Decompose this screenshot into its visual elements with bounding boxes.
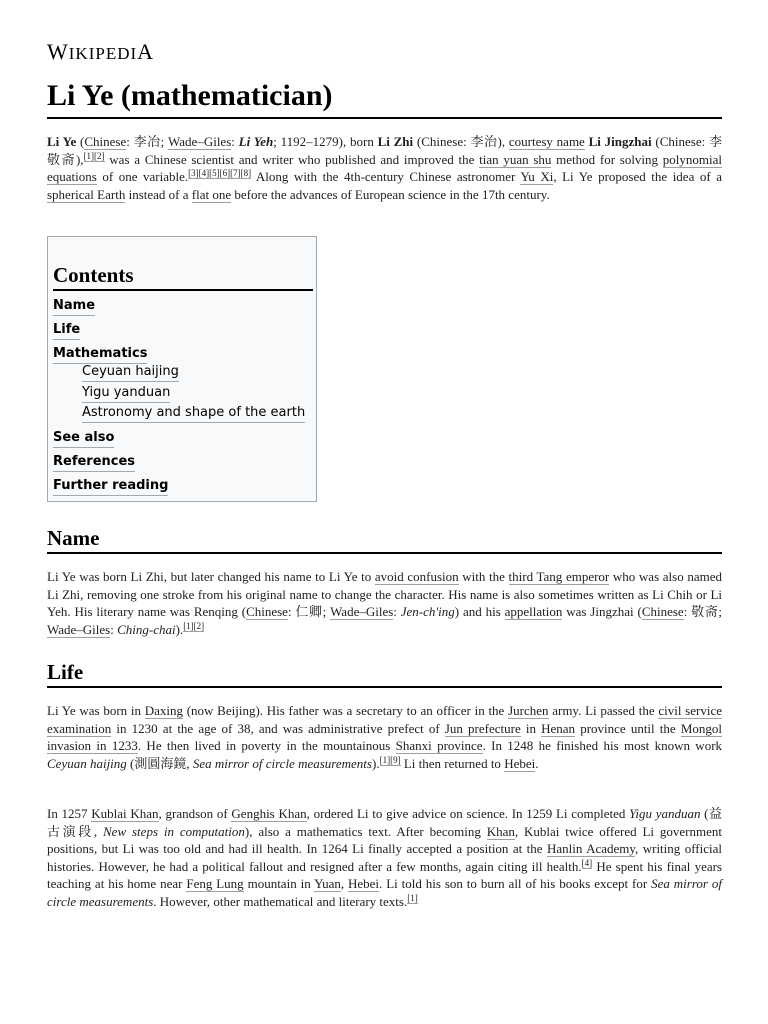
link-jun-prefecture[interactable]: Jun prefecture (444, 720, 521, 736)
text: : (393, 604, 401, 620)
toc-item-further-reading[interactable]: Further reading (53, 477, 168, 496)
link-yuan[interactable]: Yuan (314, 876, 341, 892)
text: . (535, 755, 539, 771)
intro-paragraph (47, 133, 722, 203)
text: in (520, 720, 542, 736)
toc-item-ceyuan-haijing[interactable]: Ceyuan haijing (82, 363, 179, 382)
intro-subject-name: Li Ye (47, 134, 77, 149)
text: ), also a mathematics text. After becoming (244, 823, 487, 839)
text: Along with the 4th-century Chinese astronomer (251, 169, 521, 185)
text: Li Ye was born in (47, 703, 145, 718)
text: mountain in (243, 876, 315, 892)
wikipedia-logo[interactable] (47, 39, 154, 65)
link-third-tang-emperor[interactable]: third Tang emperor (508, 569, 610, 584)
text: , writing official histories. However, he had a political fallout and resigned after a few months, again citing ill health. (47, 841, 722, 874)
text: . However, other mathematical and literary texts. (153, 893, 408, 909)
toc-title: Contents (53, 263, 313, 291)
link-chinese[interactable]: Chinese (84, 134, 127, 149)
section-heading-name: Name (47, 525, 722, 554)
text: In 1257 (47, 806, 92, 821)
text: Li then returned to (400, 755, 505, 771)
text: was a Chinese scientist and writer who published and improved the (104, 151, 480, 167)
text: , grandson of (158, 806, 232, 821)
text: ). (371, 755, 380, 771)
ching-chai: Ching-chai (117, 621, 176, 637)
link-chinese[interactable]: Chinese (641, 604, 684, 620)
link-hebei[interactable]: Hebei (348, 876, 380, 892)
text: in 1230 at the age of 38, and was administrative prefect of (111, 720, 445, 736)
text: (now Beijing). His father was a secretary to an officer in the (183, 703, 509, 718)
life-paragraph-1 (47, 702, 722, 772)
wordmark-a: A (137, 39, 155, 64)
citation-1[interactable]: [1] (407, 892, 418, 903)
link-genghis-khan[interactable]: Genghis Khan (231, 806, 307, 821)
courtesy-name-value: Li Jingzhai (588, 134, 652, 149)
sea-mirror-title: Sea mirror of circle measurements (47, 876, 722, 909)
text: instead of a (125, 186, 192, 202)
link-wade-giles[interactable]: Wade–Giles (330, 604, 394, 620)
page-title: Li Ye (mathematician) (47, 76, 722, 119)
link-henan[interactable]: Henan (541, 720, 576, 736)
toc-item-mathematics[interactable]: Mathematics (53, 345, 147, 364)
citation-4[interactable]: [4] (581, 857, 593, 868)
link-hanlin-academy[interactable]: Hanlin Academy (546, 841, 636, 857)
text: : 李冶; (126, 134, 169, 149)
text: . In 1248 he finished his most known work (482, 738, 723, 754)
text: ( (76, 134, 85, 149)
text: before the advances of European science in the 17th century. (231, 186, 550, 202)
toc-item-name[interactable]: Name (53, 297, 95, 316)
yigu-yanduan-title: Yigu yanduan (629, 806, 701, 821)
link-polynomial-equations[interactable]: polynomial equations (47, 151, 723, 185)
text: method for solving (551, 151, 663, 167)
sea-mirror-title: Sea mirror of circle measurements (192, 755, 372, 771)
wordmark-ikipedi: IKIPEDI (68, 44, 138, 63)
text: province until the (575, 720, 681, 736)
link-avoid-confusion[interactable]: avoid confusion (374, 569, 459, 584)
text: (益古演段, (47, 806, 722, 839)
link-hebei[interactable]: Hebei (504, 755, 536, 771)
link-feng-lung[interactable]: Feng Lung (186, 876, 244, 892)
text: (測圓海鏡, (126, 755, 193, 771)
link-shanxi-province[interactable]: Shanxi province (395, 738, 483, 754)
jen-ching: Jen-ch'ing (400, 604, 455, 620)
citation-3-8[interactable]: [3][4][5][6][7][8] (188, 168, 252, 179)
text: ; 1192–1279), born (273, 134, 378, 149)
toc-item-astronomy[interactable]: Astronomy and shape of the earth (82, 404, 305, 423)
link-jurchen[interactable]: Jurchen (508, 703, 549, 718)
link-wade-giles[interactable]: Wade–Giles (168, 134, 232, 149)
life-paragraph-2 (47, 805, 722, 911)
table-of-contents (47, 236, 317, 502)
text: . He then lived in poverty in the mountainous (137, 738, 396, 754)
text: army. Li passed the (548, 703, 659, 718)
link-spherical-earth[interactable]: spherical Earth (47, 186, 126, 202)
toc-item-references[interactable]: References (53, 453, 135, 472)
link-appellation[interactable]: appellation (504, 604, 563, 620)
link-flat-earth[interactable]: flat one (191, 186, 232, 202)
text: ). (175, 621, 184, 637)
text: He spent his final years teaching at his home near (47, 858, 722, 892)
text: : (231, 134, 239, 149)
toc-item-yigu-yanduan[interactable]: Yigu yanduan (82, 384, 170, 403)
name-paragraph (47, 568, 722, 638)
text: (Chinese: 李敬斋), (47, 134, 722, 167)
text: (Chinese: 李治), (413, 134, 509, 149)
new-steps-title: New steps in computation (103, 823, 245, 839)
link-chinese[interactable]: Chinese (246, 604, 288, 620)
link-kublai-khan[interactable]: Kublai Khan (91, 806, 159, 821)
text: Li Ye was born Li Zhi, but later changed his name to Li Ye to (47, 569, 375, 584)
text: who was also named Li Zhi, removing one stroke from his original name to change the character. His name is also sometimes written as Li Chih or Li Yeh. His literary name was Renqing ( (47, 569, 722, 620)
text: of one variable. (96, 169, 189, 185)
section-heading-life: Life (47, 659, 722, 688)
link-tian-yuan-shu[interactable]: tian yuan shu (479, 151, 552, 167)
link-courtesy-name[interactable]: courtesy name (508, 134, 585, 149)
link-mongol-invasion[interactable]: Mongol invasion in 1233 (47, 720, 722, 754)
ceyuan-haijing-title: Ceyuan haijing (47, 755, 127, 771)
link-civil-service-examination[interactable]: civil service examination (47, 703, 722, 736)
text: with the (458, 569, 509, 584)
citation-1-9[interactable]: [1][9] (379, 754, 401, 765)
citation-1-2[interactable]: [1][2] (183, 620, 205, 631)
text: : (110, 621, 118, 637)
text: , ordered Li to give advice on science. In 1259 Li completed (306, 806, 630, 821)
text: , (340, 876, 348, 892)
birth-name: Li Zhi (377, 134, 414, 149)
link-khan[interactable]: Khan (486, 823, 515, 839)
text: was Jingzhai ( (562, 604, 642, 620)
wordmark-w: W (47, 39, 69, 64)
text: : 敬斋; (683, 604, 722, 620)
text: ) and his (454, 604, 505, 620)
text: : 仁卿; (287, 604, 331, 620)
text: , Kublai twice offered Li government positions, but Li was too old and had ill health. In 1264 Li finally accepted a position at the (47, 823, 722, 857)
wade-giles-name: Li Yeh (238, 134, 274, 149)
link-wade-giles[interactable]: Wade–Giles (47, 621, 111, 637)
toc-item-life[interactable]: Life (53, 321, 80, 340)
link-daxing[interactable]: Daxing (144, 703, 183, 718)
text: , Li Ye proposed the idea of a (553, 169, 722, 185)
toc-item-see-also[interactable]: See also (53, 429, 114, 448)
citation-1-2[interactable]: [1][2] (83, 150, 105, 161)
link-yu-xi[interactable]: Yu Xi (520, 169, 554, 185)
text: . Li told his son to burn all of his books except for (379, 876, 652, 892)
